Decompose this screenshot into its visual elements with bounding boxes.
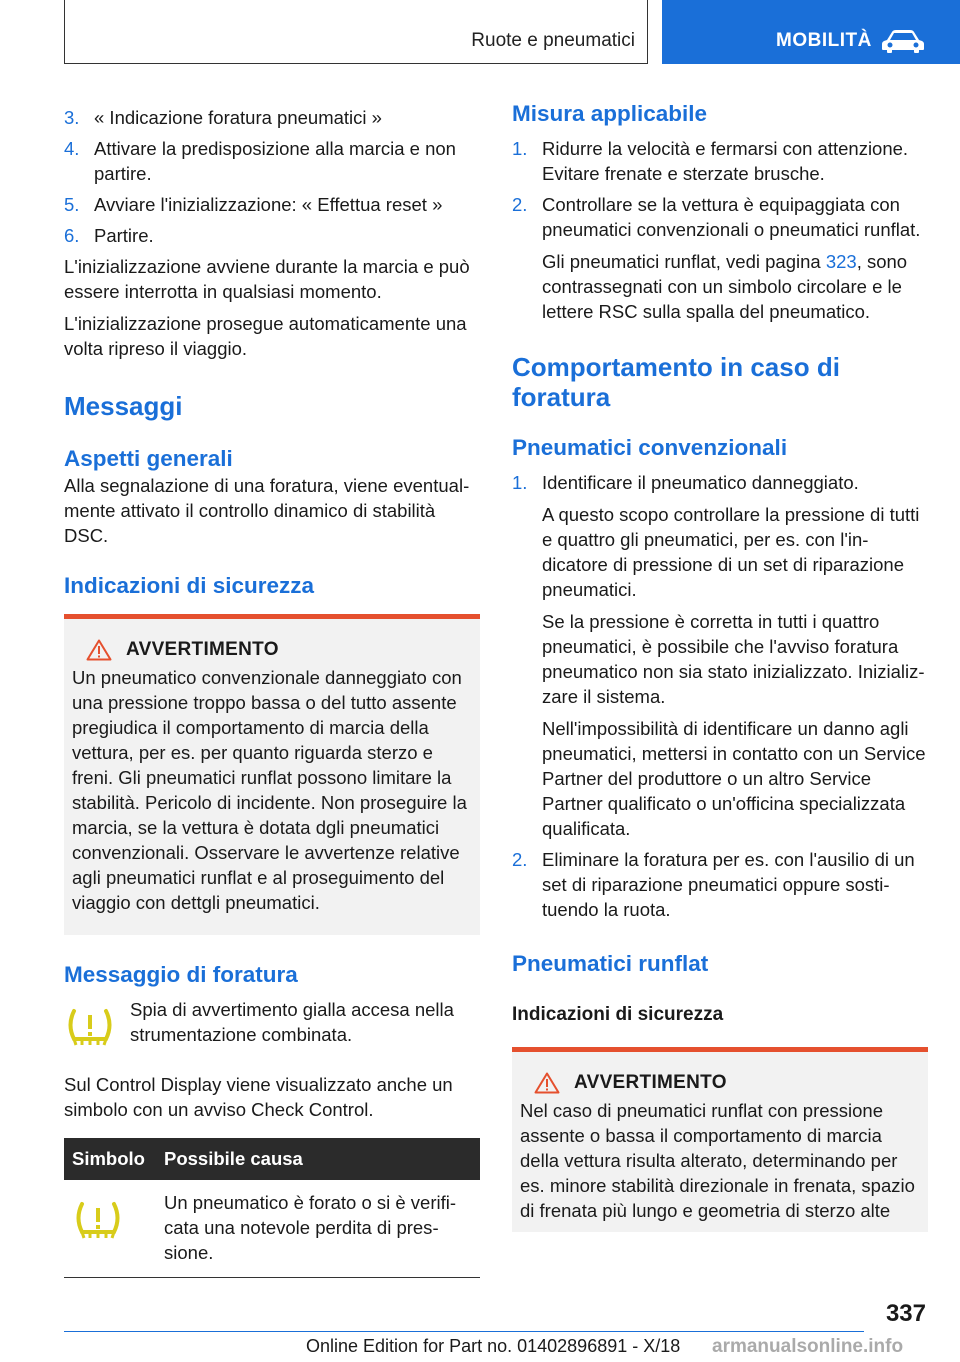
- list-item: 1. Identificare il pneumatico danneggiato. A questo scopo controllare la pressione di tutti e quattro gli pneumatici, per es. con l'indicatore di pressione di un set di riparazione pneumatici. Se la pressione è corretta in tutti i quattro pneumatici, è possibile che l'avviso foratura pneumatico non sia stato inizializzato. Inizializzare il sistema. Nell'impossibilità di identificare un danno agli pneumatici, mettersi in contatto con un Service Partner del produttore o un altro Service Partner qualificato o un'officina specializzata qualificata.: [512, 472, 926, 839]
- heading-pneumatici-runflat: Pneumatici runflat: [512, 951, 709, 976]
- heading-indicazioni-sicurezza: Indicazioni di sicurezza: [64, 573, 315, 598]
- init-paragraph-2: L'inizializzazione prosegue automaticamente una volta ripreso il viaggio.: [64, 313, 467, 359]
- control-display-text: Sul Control Display viene visualizzato anche un simbolo con un avviso Check Control.: [64, 1074, 453, 1120]
- heading-messaggio-foratura: Messaggio di foratura: [64, 962, 298, 987]
- heading-pneumatici-convenzionali: Pneumatici convenzionali: [512, 435, 788, 460]
- header-section-title: Ruote e pneumatici: [471, 30, 635, 51]
- list-item: 3. « Indicazione foratura pneumatici »: [64, 107, 382, 128]
- left-column: [64, 100, 480, 1278]
- list-item: 1. Ridurre la velocità e fermarsi con attenzione. Evitare frenate e sterzate brusche.: [512, 138, 909, 184]
- warning-text-2: Nel caso di pneumatici runflat con pressione assente o bassa il comportamento di marcia della vettura risulta alterato, determinando per es. minore stabilità direzionale in frenata, spazio di frenata più lungo e geometria di sterzo alte: [520, 1100, 915, 1221]
- runflat-note: Gli pneumatici runflat, vedi pagina 323, sono contrassegnati con un simbolo circolare e le lettere RSC sulla spalla del pneumatico.: [542, 251, 908, 322]
- table-header-causa: Possibile causa: [156, 1138, 480, 1180]
- tire-pressure-warning-icon: [64, 1005, 116, 1049]
- symbol-table: [64, 1138, 480, 1278]
- car-icon: [881, 28, 925, 54]
- page-link-323[interactable]: 323: [825, 251, 857, 272]
- table-cell-cause: Un pneumatico è forato o si è verificata una notevole perdita di pressione.: [156, 1180, 480, 1278]
- list-item: 4. Attivare la predisposizione alla marcia e non partire.: [64, 138, 456, 184]
- heading-misura-applicabile: Misura applicabile: [512, 101, 708, 126]
- warning-title-2: AVVERTIMENTO: [574, 1072, 727, 1093]
- tire-pressure-warning-icon: [72, 1198, 124, 1242]
- conv-steps-list: [512, 470, 928, 922]
- aspetti-paragraph: Alla segnalazione di una foratura, viene eventualmente attivato il controllo dinamico di stabilità DSC.: [64, 475, 470, 546]
- header-chapter-title: MOBILITÀ: [776, 30, 872, 51]
- warning-triangle-icon: [86, 639, 112, 661]
- spia-row: [64, 997, 480, 1054]
- right-column: [512, 100, 928, 1232]
- list-item: 6. Partire.: [64, 225, 154, 246]
- header-section-box: [64, 0, 648, 64]
- list-item: 5. Avviare l'inizializzazione: « Effettua reset »: [64, 194, 443, 215]
- warning-title: AVVERTIMENTO: [126, 639, 279, 660]
- warning-triangle-icon: [534, 1072, 560, 1094]
- heading-messaggi: Messaggi: [64, 391, 183, 421]
- heading-aspetti-generali: Aspetti generali: [64, 446, 233, 471]
- init-paragraph-1: L'inizializzazione avviene durante la marcia e può essere interrotta in qualsiasi momento.: [64, 256, 470, 302]
- heading-comportamento: Comportamento in caso di foratura: [512, 352, 840, 412]
- edition-text: Online Edition for Part no. 01402896891 - X/18: [306, 1336, 681, 1356]
- reset-steps-list: [64, 105, 480, 248]
- table-header-simbolo: Simbolo: [64, 1138, 156, 1180]
- page-number: 337: [885, 1300, 926, 1327]
- warning-text: Un pneumatico convenzionale danneggiato con una pressione troppo bassa o del tutto assente pregiudica il comportamento di marcia della vettura, per es. per quanto riguarda sterzo e freni. Gli pneumatici runflat possono limitare la stabilità. Pericolo di incidente. Non proseguire la marcia, se la vettura è dotata dgli pneumatici convenzionali. Osservare le avvertenze relative agli pneumatici runflat e al proseguimento del viaggio con dettgli pneumatici.: [72, 667, 467, 913]
- table-row: [64, 1180, 480, 1278]
- watermark-text: armanualsonline.info: [712, 1336, 904, 1357]
- warning-box: [64, 614, 480, 935]
- heading-indicazioni-sicurezza-2: Indicazioni di sicurezza: [512, 1004, 724, 1025]
- spia-text: Spia di avvertimento gialla accesa nella strumentazione combinata.: [130, 999, 454, 1045]
- list-item: 2. Eliminare la foratura per es. con l'ausilio di un set di riparazione pneumatici oppure sostituendo la ruota.: [512, 849, 915, 920]
- warning-box-2: [512, 1047, 928, 1232]
- footer-divider: [64, 1331, 864, 1332]
- misura-steps-list: [512, 136, 928, 324]
- list-item: 2. Controllare se la vettura è equipaggiata con pneumatici convenzionali o pneumatici runflat. Gli pneumatici runflat, vedi pagina 323, sono contrassegnati con un simbolo circolare e le lettere RSC sulla spalla del pneumatico.: [512, 192, 928, 324]
